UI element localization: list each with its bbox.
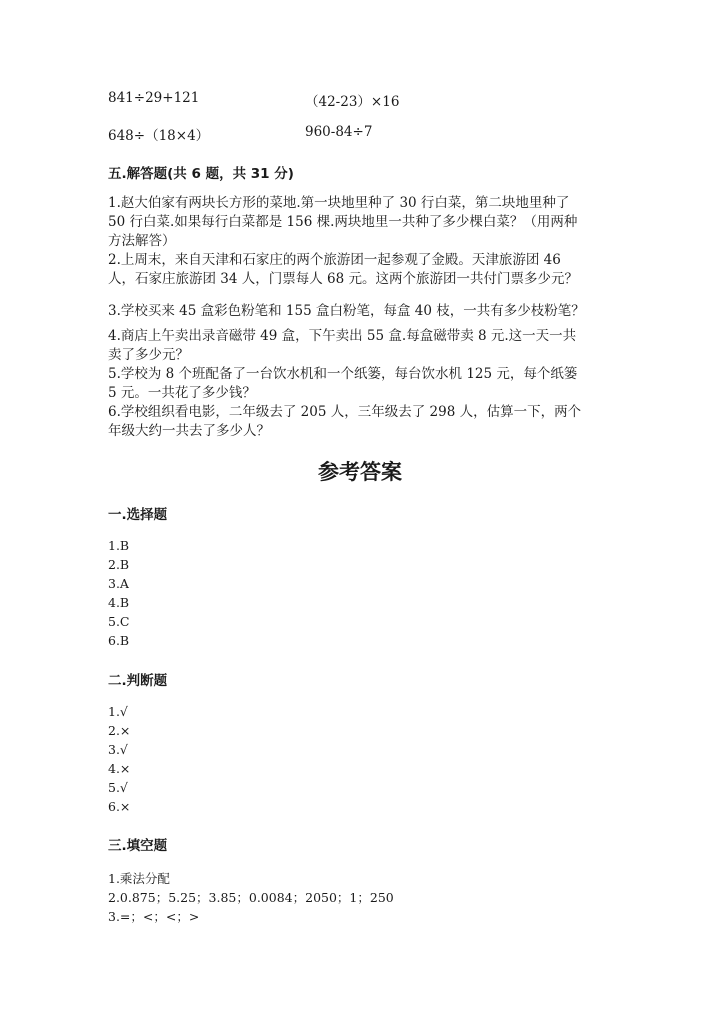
question-line: 6.学校组织看电影，二年级去了 205 人，三年级去了 298 人，估算一下，两个: [108, 404, 582, 420]
question-line: 2.上周末，来自天津和石家庄的两个旅游团一起参观了金殿。天津旅游团 46: [108, 252, 561, 268]
question-line: 50 行白菜.如果每行白菜都是 156 棵.两块地里一共种了多少棵白菜？（用两种: [108, 214, 578, 230]
section-title: 三.填空题: [108, 838, 168, 854]
question-line: 人，石家庄旅游团 34 人，门票每人 68 元。这两个旅游团一共付门票多少元？: [108, 271, 579, 287]
section-title: 一.选择题: [108, 507, 168, 523]
calc-expression: 841÷29+121: [108, 90, 200, 106]
answer-item: 4.B: [108, 595, 130, 610]
answer-item: 6.B: [108, 633, 130, 648]
answer-item: 3.√: [108, 742, 128, 757]
question-line: 5.学校为 8 个班配备了一台饮水机和一个纸篓，每台饮水机 125 元，每个纸篓: [108, 366, 578, 382]
question-line: 年级大约一共去了多少人？: [108, 423, 270, 439]
answer-item: 5.C: [108, 614, 130, 629]
section-title: 五.解答题(共 6 题，共 31 分): [108, 166, 294, 182]
answer-item: 2.×: [108, 723, 131, 738]
question-line: 方法解答）: [108, 233, 176, 249]
answer-item: 4.×: [108, 761, 131, 776]
answer-item: 2.B: [108, 557, 130, 572]
answer-item: 3.A: [108, 576, 129, 591]
calc-expression: （42-23）×16: [305, 94, 400, 110]
question-line: 5 元。一共花了多少钱？: [108, 385, 256, 401]
question-line: 3.学校买来 45 盒彩色粉笔和 155 盒白粉笔，每盒 40 枝，一共有多少枝粉笔？: [108, 303, 585, 319]
question-line: 1.赵大伯家有两块长方形的菜地.第一块地里种了 30 行白菜，第二块地里种了: [108, 195, 570, 211]
answer-item: 1.B: [108, 538, 130, 553]
answer-key-title: 参考答案: [318, 460, 402, 484]
calc-expression: 648÷（18×4）: [108, 128, 210, 144]
answer-item: 1.√: [108, 704, 128, 719]
question-line: 4.商店上午卖出录音磁带 49 盒，下午卖出 55 盒.每盒磁带卖 8 元.这一天一共: [108, 328, 577, 344]
question-line: 卖了多少元？: [108, 347, 189, 363]
answer-item: 5.√: [108, 780, 128, 795]
answer-item: 6.×: [108, 799, 131, 814]
section-title: 二.判断题: [108, 673, 168, 689]
answer-item: 2.0.875；5.25；3.85；0.0084；2050；1；250: [108, 890, 394, 905]
answer-item: 1.乘法分配: [108, 871, 170, 886]
calc-expression: 960-84÷7: [305, 124, 373, 140]
answer-item: 3.=；<；<；>: [108, 909, 200, 924]
